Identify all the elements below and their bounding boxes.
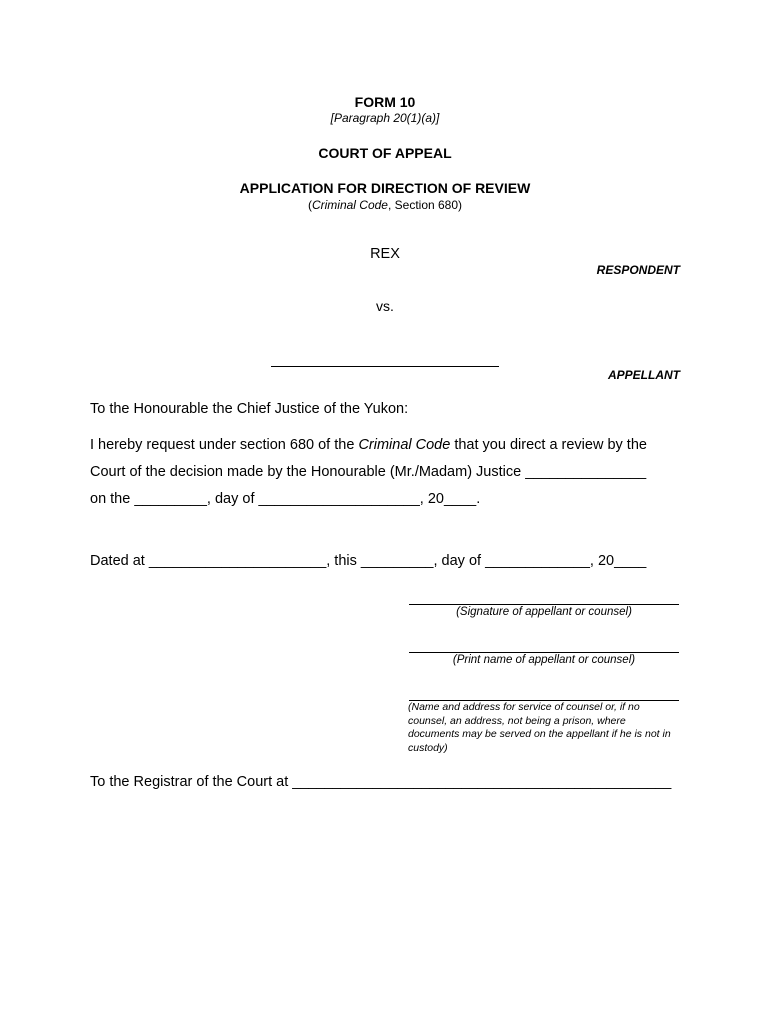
request-line-2: Court of the decision made by the Honourable (Mr./Madam) Justice _______________ (90, 464, 647, 480)
signature-caption: (Signature of appellant or counsel) (456, 606, 632, 618)
request-line-1-code: Criminal Code (358, 437, 451, 453)
address-caption: (Name and address for service of counsel or, if no counsel, an address, not being a prison, where documents may be served on the appellant if he is not in custody) (408, 701, 671, 754)
request-line-1 (90, 437, 647, 453)
respondent-name: REX (370, 246, 400, 262)
signature-line[interactable] (409, 604, 679, 605)
versus-text: vs. (376, 298, 394, 314)
print-name-caption: (Print name of appellant or counsel) (452, 654, 636, 666)
application-subtitle (0, 198, 770, 212)
appellant-name-line[interactable] (271, 366, 499, 367)
request-line-3: on the _________, day of ____________________, 20____. (90, 491, 481, 507)
subtitle-code: Criminal Code (311, 198, 388, 212)
court-title: COURT OF APPEAL (318, 145, 452, 161)
print-name-line[interactable] (409, 652, 679, 653)
paragraph-reference: [Paragraph 20(1)(a)] (330, 111, 440, 125)
form-number: FORM 10 (354, 94, 416, 110)
subtitle-section: , Section 680) (387, 198, 463, 212)
request-line-1-post: that you direct a review by the (450, 437, 647, 453)
respondent-label: RESPONDENT (596, 263, 680, 277)
registrar-line: To the Registrar of the Court at _______________________________________________ (90, 774, 672, 790)
dated-line: Dated at ______________________, this _________, day of _____________, 20____ (90, 553, 647, 569)
request-line-1-pre: I hereby request under section 680 of the (90, 437, 359, 453)
appellant-label: APPELLANT (608, 368, 680, 382)
application-title: APPLICATION FOR DIRECTION OF REVIEW (239, 180, 531, 196)
subtitle-open: ( (307, 198, 312, 212)
salutation: To the Honourable the Chief Justice of the Yukon: (90, 401, 409, 417)
